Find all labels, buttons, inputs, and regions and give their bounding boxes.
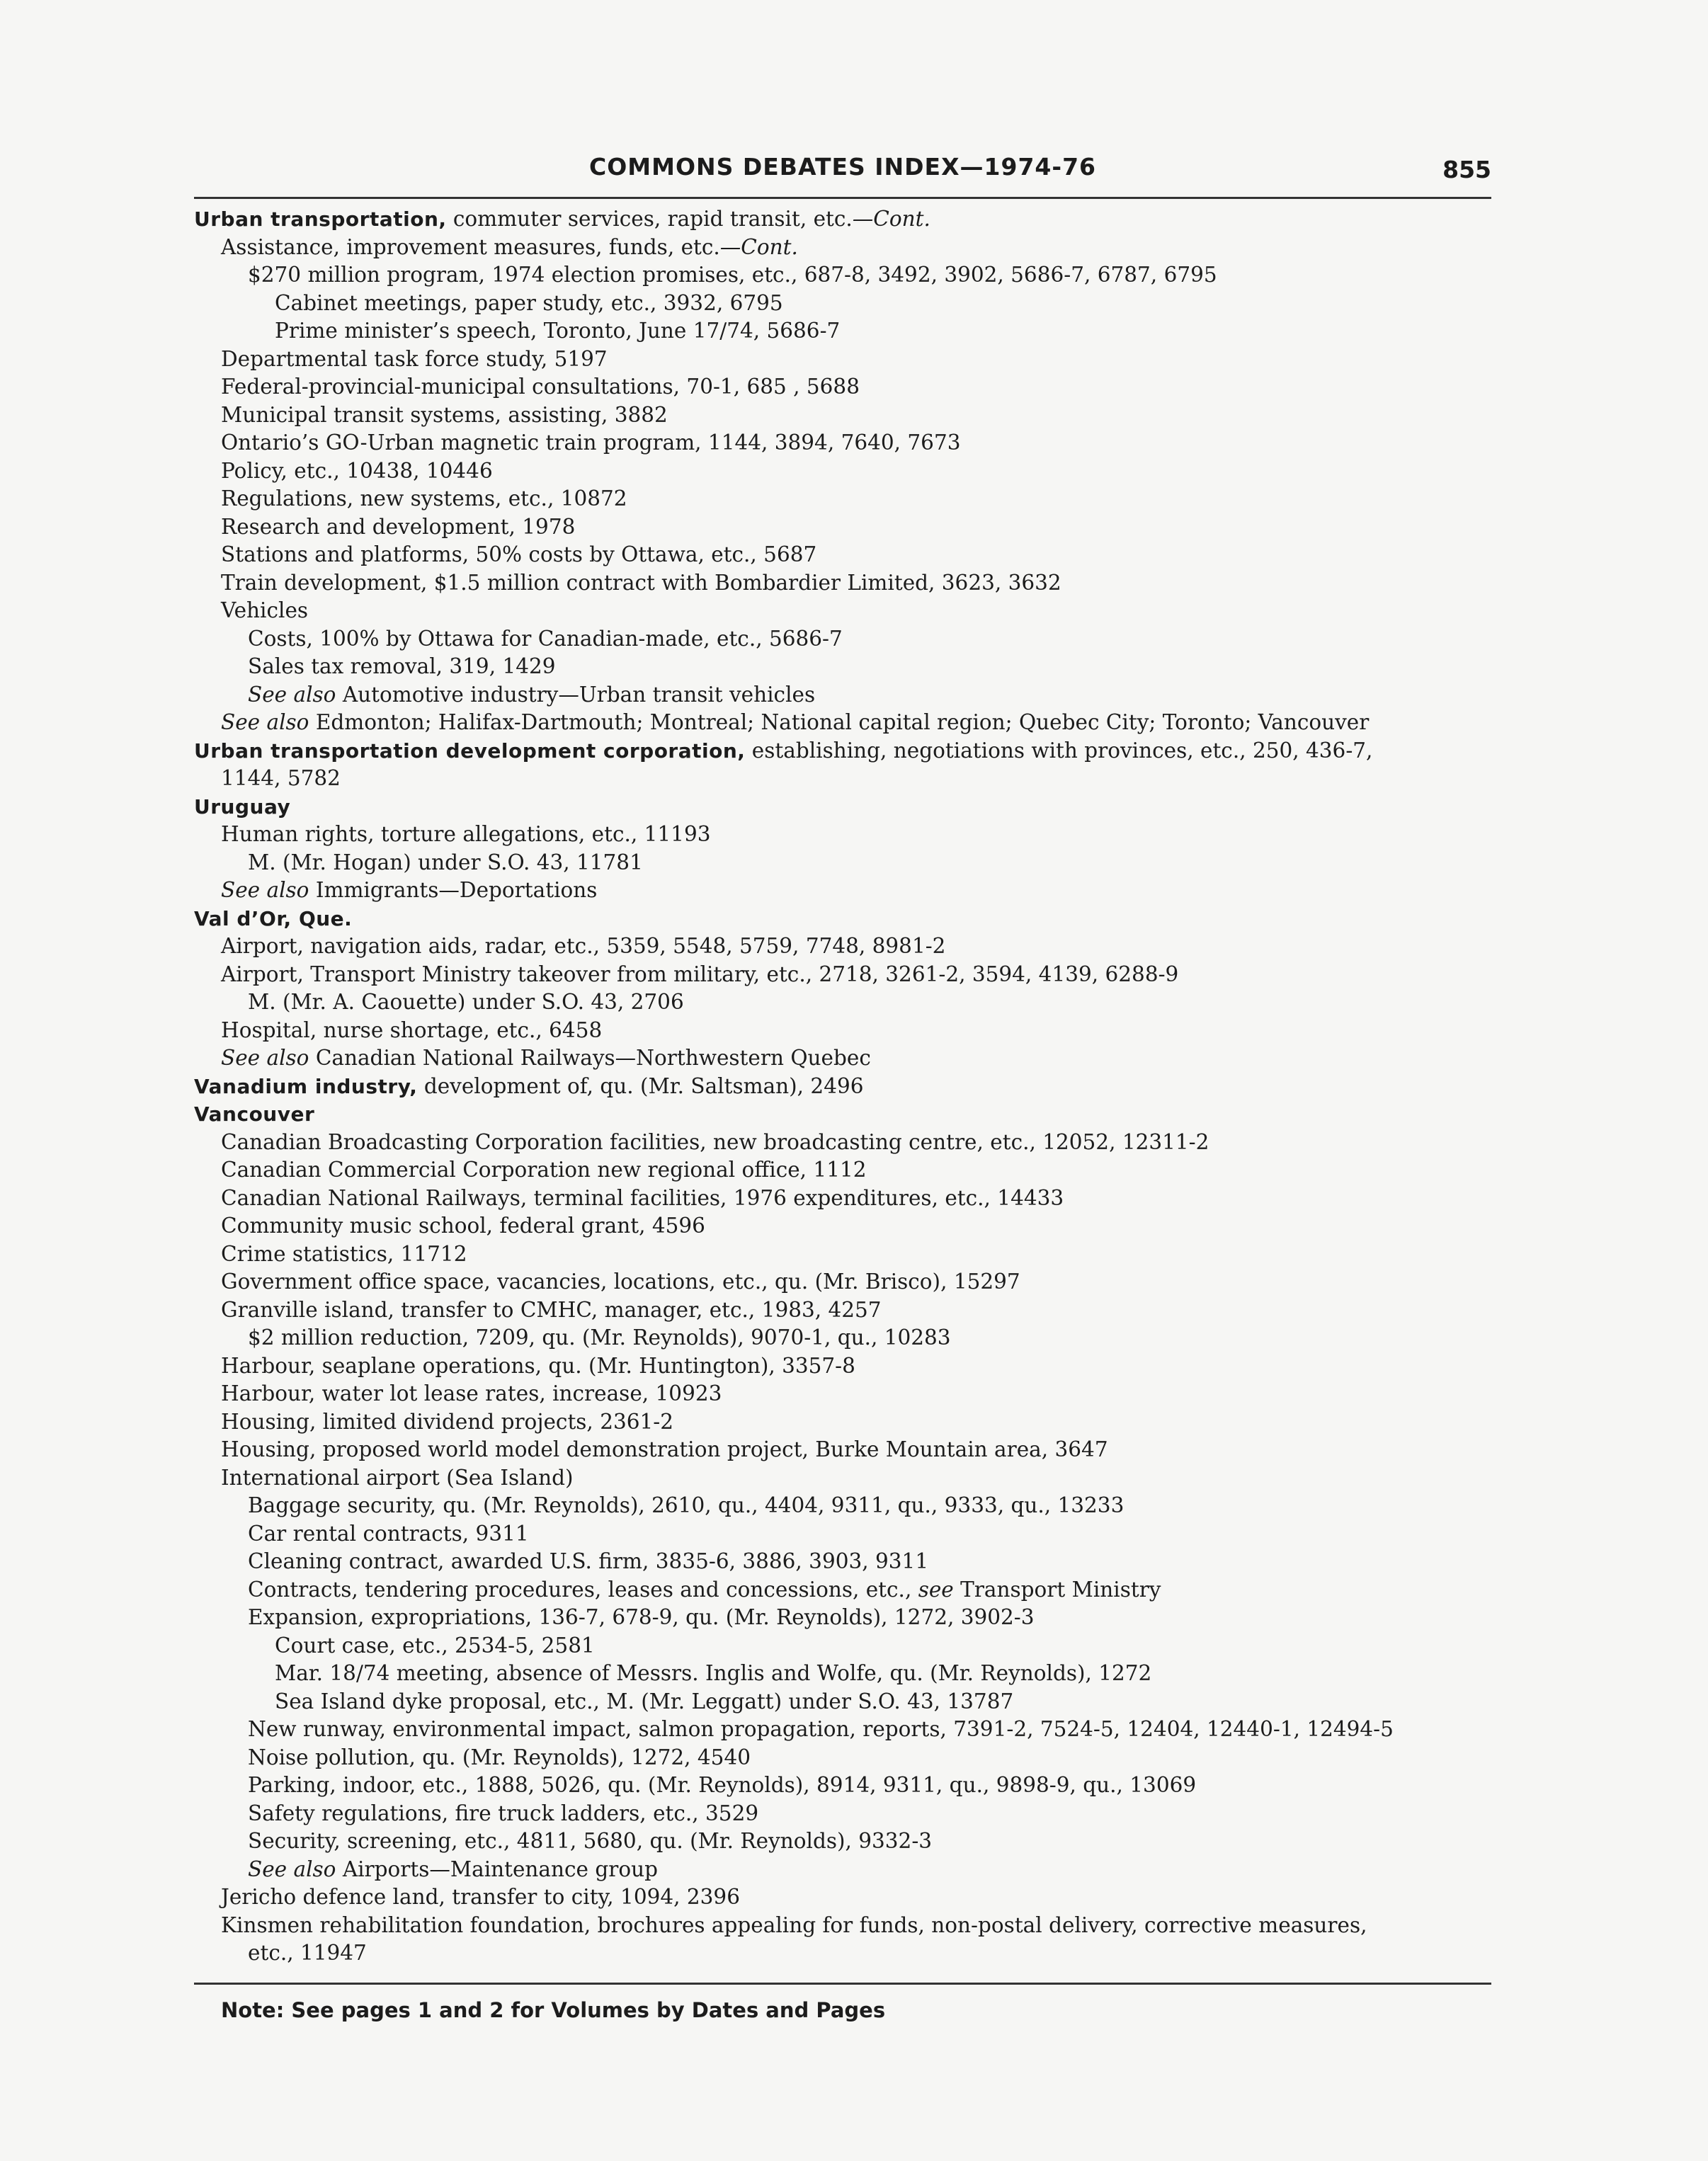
see-also-label: See also (221, 710, 309, 734)
index-line (194, 1324, 1491, 1352)
index-line (194, 261, 1491, 290)
entry-text: Airports—Maintenance group (336, 1857, 659, 1881)
entry-text: Safety regulations, fire truck ladders, etc., 3529 (248, 1801, 759, 1825)
index-line (194, 1520, 1491, 1549)
index-line (194, 765, 1491, 793)
entry-heading: Urban transportation development corporation, (194, 739, 746, 763)
entry-text: Kinsmen rehabilitation foundation, brochures appealing for funds, non-postal delivery, corrective measures, (221, 1912, 1367, 1937)
index-line (194, 1883, 1491, 1912)
entry-text: Stations and platforms, 50% costs by Ottawa, etc., 5687 (221, 542, 817, 566)
index-line (194, 205, 1491, 234)
entry-text: Housing, proposed world model demonstration project, Burke Mountain area, 3647 (221, 1437, 1108, 1461)
running-title: COMMONS DEBATES INDEX—1974-76 (589, 153, 1096, 181)
entry-text: Court case, etc., 2534-5, 2581 (275, 1633, 595, 1658)
continued-label: —Cont. (719, 234, 798, 259)
index-line (194, 1939, 1491, 1968)
index-line (194, 793, 1491, 821)
entry-text: Federal-provincial-municipal consultations, 70-1, 685 , 5688 (221, 375, 860, 399)
entry-text: Community music school, federal grant, 4596 (221, 1214, 705, 1238)
index-line (194, 877, 1491, 905)
entry-text: Housing, limited dividend projects, 2361-2 (221, 1409, 674, 1434)
entry-text: $2 million reduction, 7209, qu. (Mr. Reynolds), 9070-1, qu., 10283 (248, 1325, 951, 1350)
entry-heading: Uruguay (194, 794, 291, 819)
index-line (194, 961, 1491, 989)
see-also-label: See also (221, 878, 309, 902)
entry-text: Ontario’s GO-Urban magnetic train program, 1144, 3894, 7640, 7673 (221, 431, 961, 455)
index-line (194, 653, 1491, 681)
entry-text: 1144, 5782 (221, 766, 341, 790)
index-line (194, 1408, 1491, 1437)
index-line (194, 709, 1491, 737)
index-line (194, 1185, 1491, 1213)
entry-text: Contracts, tendering procedures, leases and concessions, etc., (248, 1577, 918, 1602)
entry-text: Security, screening, etc., 4811, 5680, qu. (Mr. Reynolds), 9332-3 (248, 1829, 933, 1853)
index-line (194, 1100, 1491, 1129)
index-line (194, 737, 1491, 765)
index-line (194, 1912, 1491, 1940)
see-also-label: See also (221, 1046, 309, 1070)
entry-text: Sales tax removal, 319, 1429 (248, 654, 556, 678)
entry-text: Parking, indoor, etc., 1888, 5026, qu. (Mr. Reynolds), 8914, 9311, qu., 9898-9, qu., 13069 (248, 1773, 1197, 1797)
index-line (194, 513, 1491, 542)
index-line (194, 1772, 1491, 1800)
entry-text: M. (Mr. Hogan) under S.O. 43, 11781 (248, 850, 643, 874)
index-line (194, 1856, 1491, 1884)
index-line (194, 373, 1491, 401)
continued-label: —Cont. (852, 207, 930, 231)
index-line (194, 1073, 1491, 1101)
index-line (194, 1296, 1491, 1325)
index-line (194, 681, 1491, 709)
index-line (194, 1800, 1491, 1828)
index-line (194, 1156, 1491, 1185)
index-line (194, 1464, 1491, 1493)
entry-text: Jericho defence land, transfer to city, 1094, 2396 (221, 1885, 740, 1909)
entry-text: Expansion, expropriations, 136-7, 678-9, qu. (Mr. Reynolds), 1272, 3902-3 (248, 1605, 1035, 1629)
entry-text: Cabinet meetings, paper study, etc., 3932, 6795 (275, 290, 783, 315)
entry-text: Vehicles (221, 598, 309, 622)
index-entries (194, 205, 1491, 1968)
entry-text: Crime statistics, 11712 (221, 1241, 467, 1266)
index-line (194, 821, 1491, 849)
index-line (194, 1129, 1491, 1157)
index-line (194, 1828, 1491, 1856)
entry-text: Municipal transit systems, assisting, 3882 (221, 402, 668, 427)
entry-heading: Val d’Or, Que. (194, 906, 353, 930)
index-line (194, 457, 1491, 486)
entry-text: Research and development, 1978 (221, 514, 576, 539)
index-line (194, 1268, 1491, 1296)
page-number: 855 (1442, 156, 1491, 183)
index-line (194, 234, 1491, 262)
index-line (194, 933, 1491, 961)
entry-text: Costs, 100% by Ottawa for Canadian-made, etc., 5686-7 (248, 626, 843, 651)
index-line (194, 317, 1491, 346)
entry-text: Harbour, water lot lease rates, increase, 10923 (221, 1381, 722, 1405)
entry-text: Noise pollution, qu. (Mr. Reynolds), 1272, 4540 (248, 1745, 751, 1769)
entry-text: Departmental task force study, 5197 (221, 346, 608, 371)
entry-text: establishing, negotiations with provinces, etc., 250, 436-7, (745, 738, 1373, 763)
index-line (194, 1716, 1491, 1744)
index-line (194, 1044, 1491, 1073)
entry-text: Hospital, nurse shortage, etc., 6458 (221, 1017, 603, 1042)
entry-text: Human rights, torture allegations, etc., 11193 (221, 822, 711, 846)
entry-text: Airport, navigation aids, radar, etc., 5359, 5548, 5759, 7748, 8981-2 (221, 934, 946, 958)
index-line (194, 597, 1491, 625)
index-line (194, 1632, 1491, 1660)
see-label: see (918, 1577, 954, 1602)
entry-text: Mar. 18/74 meeting, absence of Messrs. Inglis and Wolfe, qu. (Mr. Reynolds), 1272 (275, 1661, 1152, 1685)
footer-rule (194, 1983, 1491, 1985)
entry-text: Regulations, new systems, etc., 10872 (221, 486, 627, 511)
entry-text: Baggage security, qu. (Mr. Reynolds), 2610, qu., 4404, 9311, qu., 9333, qu., 13233 (248, 1493, 1125, 1517)
index-line (194, 1017, 1491, 1045)
entry-text: etc., 11947 (248, 1941, 367, 1965)
entry-text: Canadian National Railways, terminal facilities, 1976 expenditures, etc., 14433 (221, 1185, 1064, 1210)
header-rule (194, 197, 1491, 199)
entry-text: Government office space, vacancies, locations, etc., qu. (Mr. Brisco), 15297 (221, 1270, 1020, 1294)
index-line (194, 1492, 1491, 1520)
index-line (194, 1744, 1491, 1772)
index-line (194, 1352, 1491, 1381)
entry-heading: Vanadium industry, (194, 1074, 418, 1098)
entry-text: Canadian Broadcasting Corporation facilities, new broadcasting centre, etc., 12052, 12311-2 (221, 1129, 1209, 1154)
entry-text: Airport, Transport Ministry takeover from military, etc., 2718, 3261-2, 3594, 4139, 6288-9 (221, 962, 1179, 986)
index-line (194, 1436, 1491, 1464)
entry-text: M. (Mr. A. Caouette) under S.O. 43, 2706 (248, 990, 684, 1014)
index-line (194, 625, 1491, 654)
see-also-label: See also (248, 682, 336, 707)
entry-heading: Vancouver (194, 1102, 315, 1126)
entry-text: Immigrants—Deportations (309, 878, 598, 902)
page-header (194, 146, 1491, 188)
entry-text: $270 million program, 1974 election promises, etc., 687-8, 3492, 3902, 5686-7, 6787, 6795 (248, 263, 1217, 287)
entry-text: International airport (Sea Island) (221, 1465, 574, 1490)
index-line (194, 429, 1491, 457)
entry-heading: Urban transportation, (194, 207, 447, 231)
index-line (194, 1660, 1491, 1688)
entry-text: Prime minister’s speech, Toronto, June 17/74, 5686-7 (275, 319, 841, 343)
entry-text: Assistance, improvement measures, funds, etc. (221, 234, 720, 259)
index-line (194, 1548, 1491, 1576)
see-also-label: See also (248, 1857, 336, 1881)
index-line (194, 1380, 1491, 1408)
index-line (194, 290, 1491, 318)
index-line (194, 569, 1491, 598)
entry-text: Automotive industry—Urban transit vehicles (336, 682, 816, 707)
entry-text: Train development, $1.5 million contract with Bombardier Limited, 3623, 3632 (221, 570, 1061, 595)
entry-text: Canadian Commercial Corporation new regional office, 1112 (221, 1158, 867, 1182)
entry-text-cont: Transport Ministry (953, 1577, 1161, 1602)
entry-text: Sea Island dyke proposal, etc., M. (Mr. Leggatt) under S.O. 43, 13787 (275, 1689, 1014, 1714)
entry-text: commuter services, rapid transit, etc. (446, 207, 853, 231)
index-line (194, 905, 1491, 933)
entry-text: New runway, environmental impact, salmon propagation, reports, 7391-2, 7524-5, 12404, 12440-1, 12494-5 (248, 1717, 1394, 1741)
index-line (194, 1688, 1491, 1716)
index-line (194, 541, 1491, 569)
entry-text: development of, qu. (Mr. Saltsman), 2496 (417, 1073, 864, 1098)
index-line (194, 1576, 1491, 1604)
entry-text: Canadian National Railways—Northwestern Quebec (309, 1046, 871, 1070)
index-line (194, 1212, 1491, 1241)
index-line (194, 1604, 1491, 1632)
entry-text: Harbour, seaplane operations, qu. (Mr. Huntington), 3357-8 (221, 1353, 855, 1378)
entry-text: Car rental contracts, 9311 (248, 1521, 529, 1546)
entry-text: Granville island, transfer to CMHC, manager, etc., 1983, 4257 (221, 1297, 882, 1322)
index-line (194, 401, 1491, 430)
index-line (194, 849, 1491, 877)
index-line (194, 485, 1491, 513)
entry-text: Edmonton; Halifax-Dartmouth; Montreal; National capital region; Quebec City; Toronto; Vancouver (309, 710, 1370, 734)
entry-text: Policy, etc., 10438, 10446 (221, 458, 493, 483)
index-line (194, 988, 1491, 1017)
index-line (194, 346, 1491, 374)
index-line (194, 1241, 1491, 1269)
footer-note: Note: See pages 1 and 2 for Volumes by Dates and Pages (221, 1998, 886, 2022)
entry-text: Cleaning contract, awarded U.S. firm, 3835-6, 3886, 3903, 9311 (248, 1549, 929, 1573)
